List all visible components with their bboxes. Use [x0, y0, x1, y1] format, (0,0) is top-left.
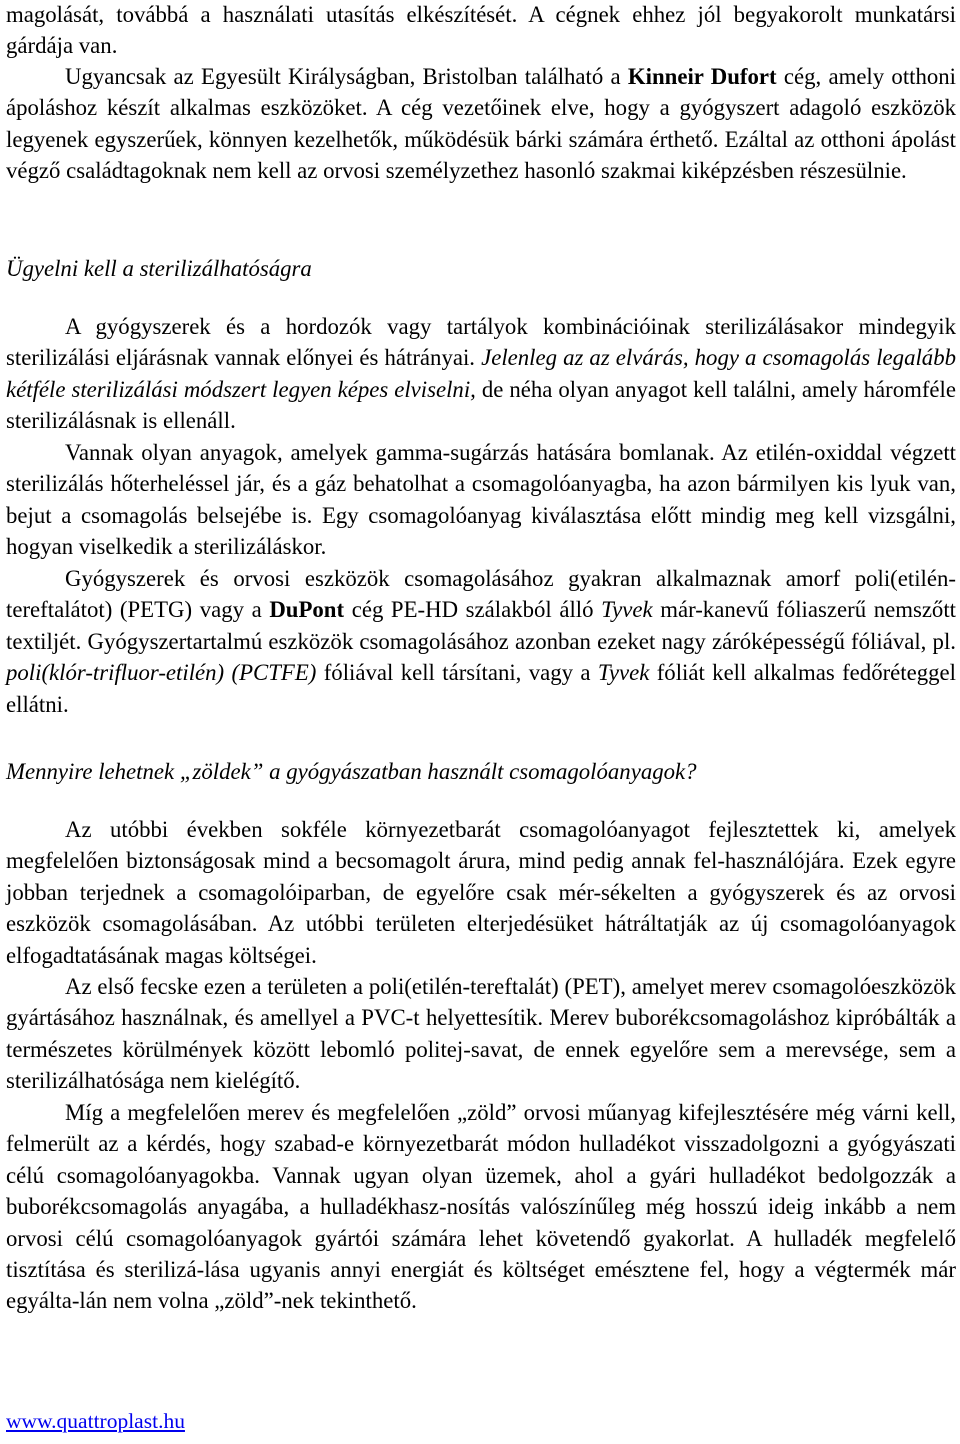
section-heading-green-packaging: Mennyire lehetnek „zöldek” a gyógyászatban használt csomagolóanyagok?	[6, 759, 697, 784]
paragraph-petg-tyvek: Gyógyszerek és orvosi eszközök csomagolásához gyakran alkalmaznak amorf poli(etilén-tereftalátot) (PETG) vagy a DuPont cég PE-HD szálakból álló Tyvek már-kanevű fóliaszerű nemszőtt textiljét. Gyógyszertartalmú eszközök csomagolásához azonban ezeket nagy záróképességű fóliával, pl. poli(klór-trifluor-etilén) (PCTFE) fóliával kell társítani, vagy a Tyvek fóliát kell alkalmas fedőréteggel ellátni.	[6, 566, 957, 717]
paragraph-recycling: Míg a megfelelően merev és megfelelően „zöld” orvosi műanyag kifejlesztésére még várni kell, felmerült az a kérdés, hogy szabad-e környezetbarát módon hulladékot visszadolgozni a gyógyászati célú csomagolóanyagokba. Vannak ugyan olyan üzemek, ahol a gyári hulladékot bedolgozzák a buborékcsomagolás anyagába, a hulladékhasz-nosítás valószínűleg még hosszú ideig inkább a nem orvosi célú csomagolóanyagok gyártói számára lehet követendő gyakorlat. A hulladék megfelelő tisztítása és sterilizá-lása ugyanis annyi energiát és költséget emésztene fel, hogy a végtermék már egyálta-lán nem volna „zöld”-nek tekinthető.	[6, 1100, 956, 1314]
paragraph-intro: magolását, továbbá a használati utasítás elkészítését. A cégnek ehhez jól begyakorolt munkatársi gárdája van.	[6, 2, 957, 59]
paragraph-gamma-radiation: Vannak olyan anyagok, amelyek gamma-sugárzás hatására bomlanak. Az etilén-oxiddal végzett sterilizálás hőterheléssel jár, és a gáz behatolhat a csomagolóanyagba, ha azon bármilyen kis lyuk van, bejut a csomagolás belsejébe is. Egy csomagolóanyag kiválasztása előtt mindig meg kell vizsgálni, hogyan viselkedik a sterilizáláskor.	[6, 440, 956, 560]
company-name-dupont: DuPont	[269, 597, 345, 623]
paragraph-sterilization-methods: A gyógyszerek és a hordozók vagy tartályok kombinációinak sterilizálásakor mindegyik sterilizálási eljárásnak vannak előnyei és hátrányai. Jelenleg az az elvárás, hogy a csomagolás legalább kétféle sterilizálási módszert legyen képes elviselni, de néha olyan anyagot kell találni, amely háromféle sterilizálásnak is ellenáll.	[6, 314, 957, 434]
company-name-kinneir-dufort: Kinneir Dufort	[627, 64, 777, 89]
footer-website-link[interactable]: www.quattroplast.hu	[6, 1409, 185, 1433]
paragraph-eco-packaging: Az utóbbi években sokféle környezetbarát csomagolóanyagot fejlesztettek ki, amelyek megfelelően biztonságosak mind a becsomagolt árura, mind pedig annak fel-használójára. Ezek egyre jobban terjednek a csomagolóiparban, de egyelőre csak mér-sékelten a gyógyszerek és az orvosi eszközök csomagolásában. Az utóbbi területen elterjedésüket hátráltatják az új csomagolóanyagok elfogadtatásának magas költségei.	[6, 817, 956, 968]
paragraph-kinneir-dufort: Ugyancsak az Egyesült Királyságban, Bristolban található a Kinneir Dufort cég, amely otthoni ápoláshoz készít alkalmas eszközöket. A cég vezetőinek elve, hogy a gyógyszert adagoló eszközök legyenek egyszerűek, könnyen kezelhetők, működésük bárki számára érthető. Ezáltal az otthoni ápolást végző családtagoknak nem kell az orvosi személyzethez hasonló szakmai kiképzésben részesülnie.	[6, 64, 957, 184]
paragraph-pet-first: Az első fecske ezen a területen a poli(etilén-tereftalát) (PET), amelyet merev csomagolóeszközök gyártásához használnak, és amellyel a PVC-t helyettesítik. Merev buborékcsomagoláshoz kipróbálták a természetes körülmények között lebomló politej-savat, de ennek egyelőre sem a merevsége, sem a sterilizálhatósága nem kielégítő.	[6, 974, 956, 1094]
section-heading-sterilization: Ügyelni kell a sterilizálhatóságra	[6, 256, 312, 281]
